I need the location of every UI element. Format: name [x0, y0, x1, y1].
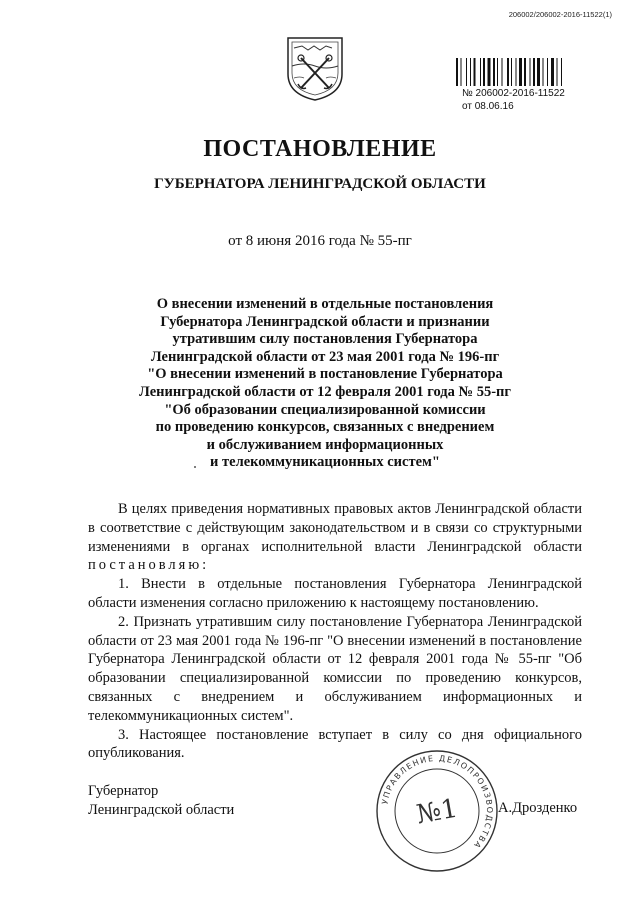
coat-of-arms-icon — [284, 34, 346, 102]
item-paragraph: 3. Настоящее постановление вступает в силу со дня официального опубликования. — [88, 726, 582, 762]
position-line: Ленинградской области — [88, 802, 235, 818]
scan-dot — [194, 466, 196, 468]
heading-line: Губернатора Ленинградской области и признании — [160, 313, 490, 330]
document-code: 206002/206002-2016-11522(1) — [508, 10, 612, 19]
position-line: Губернатор — [88, 783, 159, 799]
document-date-number: от 8 июня 2016 года № 55-пг — [228, 233, 412, 249]
registration-date: от 08.06.16 — [462, 101, 514, 112]
barcode-icon — [456, 58, 586, 86]
document-body — [88, 500, 582, 763]
document-issuer: ГУБЕРНАТОРА ЛЕНИНГРАДСКОЙ ОБЛАСТИ — [154, 176, 486, 192]
heading-line: и телекоммуникационных систем" — [210, 454, 440, 471]
heading-line: "О внесении изменений в постановление Губернатора — [147, 366, 503, 383]
registration-number: № 206002-2016-11522 — [462, 88, 565, 99]
heading-line: Ленинградской области от 12 февраля 2001 года № 55-пг — [139, 383, 511, 400]
official-seal-icon — [372, 746, 502, 876]
document-type: ПОСТАНОВЛЕНИЕ — [203, 136, 437, 162]
signatory-position — [88, 782, 234, 820]
heading-line: по проведению конкурсов, связанных с внедрением — [155, 419, 495, 436]
heading-line: и обслуживанием информационных — [206, 436, 444, 453]
heading-line: Ленинградской области от 23 мая 2001 года № 196-пг — [150, 348, 500, 365]
heading-line: "Об образовании специализированной комиссии — [164, 401, 486, 418]
preamble-paragraph — [88, 500, 582, 575]
heading-line: утратившим силу постановления Губернатора — [172, 331, 478, 348]
decree-word: постановляю: — [88, 557, 210, 574]
seal-number: №1 — [414, 793, 461, 831]
heading-line: О внесении изменений в отдельные постановления — [156, 296, 494, 312]
signatory-name: А.Дрозденко — [498, 800, 578, 816]
item-paragraph: 2. Признать утратившим силу постановление Губернатора Ленинградской области от 23 мая 2001 года № 196-пг "О внесении изменений в постановление Губернатора Ленинградской области от 12 февраля 2001 года № 55-пг "Об образовании специализированной комиссии по проведению конкурсов, связанных с внедрением и обслуживанием информационных и телекоммуникационных систем". — [88, 613, 582, 724]
seal-outer-text: УПРАВЛЕНИЕ ДЕЛОПРОИЗВОДСТВА — [380, 753, 495, 851]
preamble-text: В целях приведения нормативных правовых актов Ленинградской области в соответствие с действующим законодательством и в связи со структурными изменениями в органах исполнительной власти Ленинградской области — [88, 501, 582, 555]
document-heading — [130, 296, 520, 472]
item-paragraph: 1. Внести в отдельные постановления Губернатора Ленинградской области изменения согласно приложению к настоящему постановлению. — [88, 576, 582, 611]
